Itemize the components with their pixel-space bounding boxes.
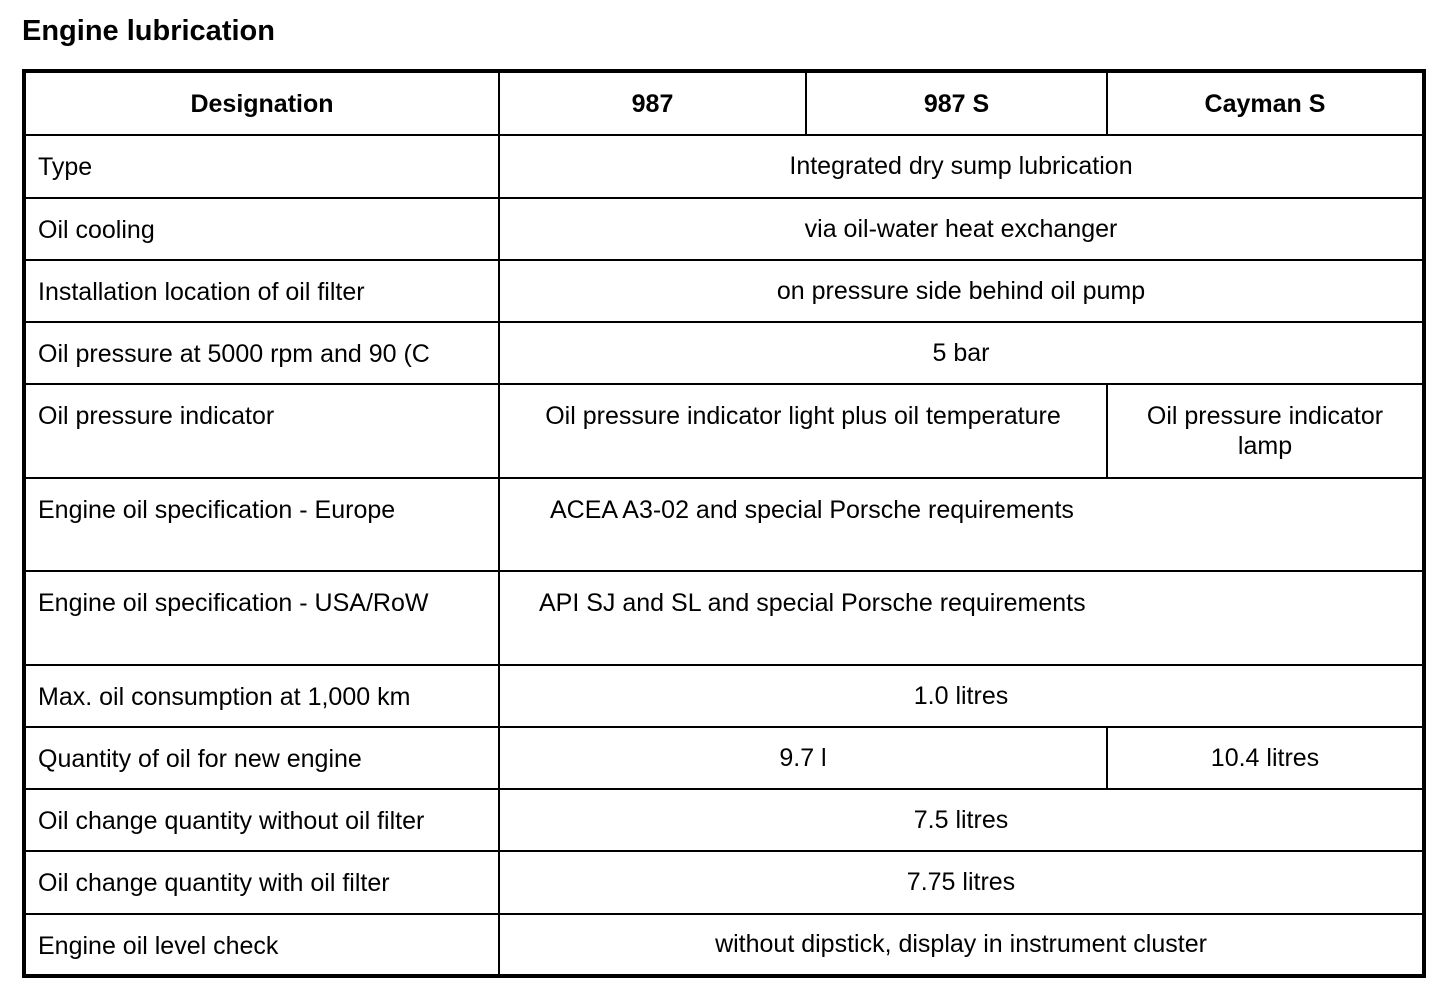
engine-lubrication-table: [22, 69, 1426, 978]
row-label: Oil change quantity with oil filter: [24, 851, 499, 913]
row-label: Engine oil level check: [24, 914, 499, 976]
row-value-987-987s: Oil pressure indicator light plus oil temperature: [499, 384, 1107, 477]
row-value: Integrated dry sump lubrication: [499, 135, 1424, 197]
row-label: Engine oil specification - USA/RoW: [24, 571, 499, 664]
table-row: [24, 260, 1424, 322]
row-value-cayman-s: [1107, 384, 1424, 477]
row-value-cayman-s: 10.4 litres: [1107, 727, 1424, 789]
table-row: [24, 665, 1424, 727]
table-row: [24, 727, 1424, 789]
row-label: Engine oil specification - Europe: [24, 478, 499, 571]
header-designation: Designation: [24, 71, 499, 135]
cayman-s-line-2: lamp: [1237, 432, 1293, 461]
row-label: Oil cooling: [24, 198, 499, 260]
row-value: 7.5 litres: [499, 789, 1424, 851]
header-cayman-s: Cayman S: [1107, 71, 1424, 135]
row-value: 5 bar: [499, 322, 1424, 384]
table-row: [24, 135, 1424, 197]
header-987: 987: [499, 71, 806, 135]
table-row: [24, 789, 1424, 851]
row-value: 7.75 litres: [499, 851, 1424, 913]
cayman-s-line-1: Oil pressure indicator: [1146, 402, 1384, 431]
row-label: Quantity of oil for new engine: [24, 727, 499, 789]
row-label: Oil pressure indicator: [24, 384, 499, 477]
table-header-row: [24, 71, 1424, 135]
table-row: [24, 851, 1424, 913]
row-value-987-987s: 9.7 l: [499, 727, 1107, 789]
table-row: [24, 322, 1424, 384]
row-value: API SJ and SL and special Porsche requirements: [499, 571, 1424, 664]
table-row: [24, 384, 1424, 477]
table-row: [24, 478, 1424, 571]
row-label: Type: [24, 135, 499, 197]
row-label: Installation location of oil filter: [24, 260, 499, 322]
row-value: without dipstick, display in instrument cluster: [499, 914, 1424, 976]
row-label: Oil pressure at 5000 rpm and 90 (C: [24, 322, 499, 384]
table-row: [24, 914, 1424, 976]
header-987s: 987 S: [806, 71, 1107, 135]
table-row: [24, 571, 1424, 664]
page-title: Engine lubrication: [22, 15, 275, 47]
row-label: Oil change quantity without oil filter: [24, 789, 499, 851]
row-value: ACEA A3-02 and special Porsche requirements: [499, 478, 1424, 571]
row-value: via oil-water heat exchanger: [499, 198, 1424, 260]
row-value: on pressure side behind oil pump: [499, 260, 1424, 322]
table-row: [24, 198, 1424, 260]
row-label: Max. oil consumption at 1,000 km: [24, 665, 499, 727]
row-value: 1.0 litres: [499, 665, 1424, 727]
